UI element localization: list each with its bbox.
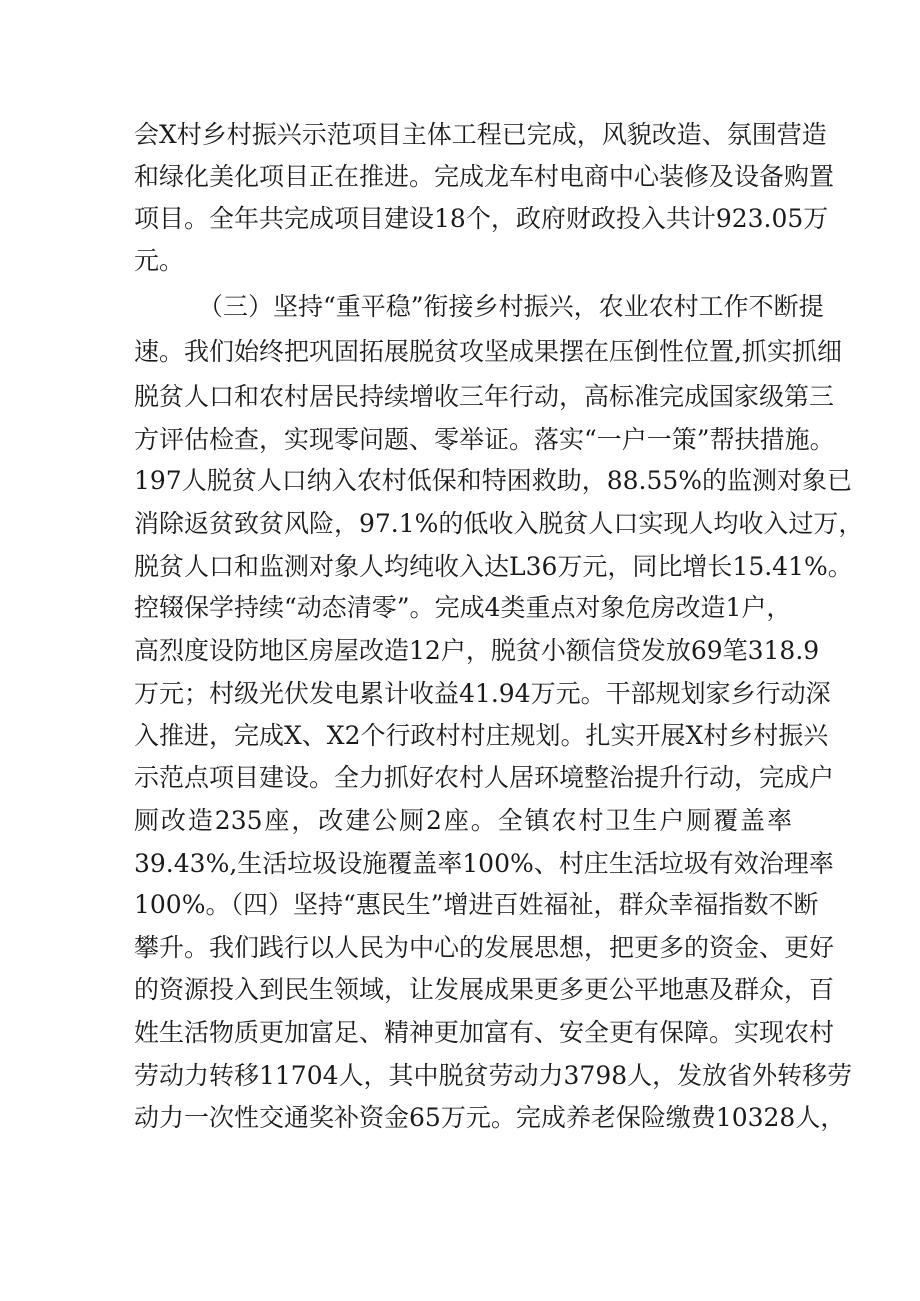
text-line: 元。	[134, 246, 185, 275]
text-line: 和绿化美化项目正在推进。完成龙车村电商中心装修及设备购置	[134, 162, 835, 191]
text-line: 100%。（四）坚持“惠民生”增进百姓福祉，群众幸福指数不断	[134, 890, 819, 919]
text-line: 速。我们始终把巩固拓展脱贫攻坚成果摆在压倒性位置,抓实抓细	[134, 337, 842, 366]
text-line: 劳动力转移11704人，其中脱贫劳动力3798人，发放省外转移劳	[134, 1061, 853, 1090]
text-line: 万元；村级光伏发电累计收益41.94万元。干部规划家乡行动深	[134, 679, 831, 708]
text-line: 入推进，完成X、X2个行政村村庄规划。扎实开展X村乡村振兴	[134, 721, 829, 750]
text-line: 197人脱贫人口纳入农村低保和特困救助，88.55%的监测对象已	[134, 466, 853, 495]
text-line: 高烈度设防地区房屋改造12户，脱贫小额信贷发放69笔318.9	[134, 636, 820, 665]
text-line: 脱贫人口和农村居民持续增收三年行动，高标准完成国家级第三	[134, 382, 835, 411]
text-line: 39.43%,生活垃圾设施覆盖率100%、村庄生活垃圾有效治理率	[134, 849, 834, 878]
text-line: 控辍保学持续“动态清零”。完成4类重点对象危房改造1户，	[134, 593, 792, 622]
text-line: 消除返贫致贫风险，97.1%的低收入脱贫人口实现人均收入过万，	[134, 509, 864, 538]
text-line: 项目。全年共完成项目建设18个，政府财政投入共计923.05万	[134, 204, 829, 233]
text-line: 方评估检查，实现零问题、零举证。落实“一户一策”帮扶措施。	[134, 425, 835, 454]
text-line: 会X村乡村振兴示范项目主体工程已完成，风貌改造、氛围营造	[134, 120, 827, 149]
text-line: 厕改造235座，改建公厕2座。全镇农村卫生户厕覆盖率	[134, 806, 792, 835]
text-line: 动力一次性交通奖补资金65万元。完成养老保险缴费10328人，	[134, 1103, 846, 1132]
text-line: 示范点项目建设。全力抓好农村人居环境整治提升行动，完成户	[134, 763, 835, 792]
text-line: 攀升。我们践行以人民为中心的发展思想，把更多的资金、更好	[134, 933, 835, 962]
text-line: 姓生活物质更加富足、精神更加富有、安全更有保障。实现农村	[134, 1018, 835, 1047]
text-line: 脱贫人口和监测对象人均纯收入达L36万元，同比增长15.41%。	[134, 552, 853, 581]
section-heading-line: （三）坚持“重平稳”衔接乡村振兴，农业农村工作不断提	[198, 292, 824, 321]
text-line: 的资源投入到民生领域，让发展成果更多更公平地惠及群众，百	[134, 975, 835, 1004]
